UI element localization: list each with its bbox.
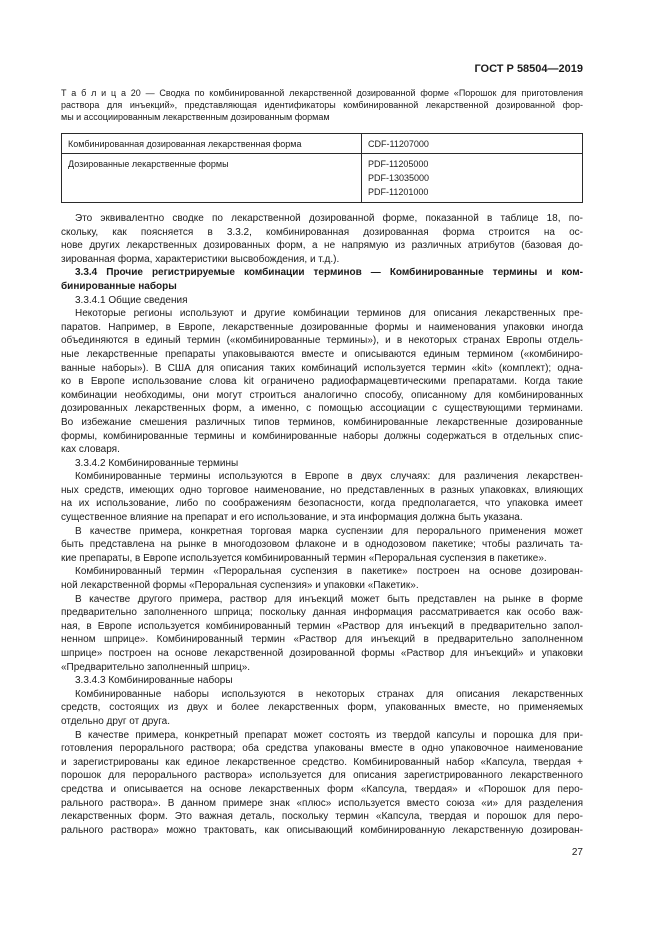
text-line: и зарегистрированы как единое лекарственное средство. Комбинированный набор «Капсула, твердая + [61, 756, 583, 768]
text-line: Некоторые регионы используют и другие комбинации терминов для описания лекарственных пре- [75, 308, 583, 320]
text-line: Во избежание смешения различных типов терминов, комбинированные лекарственные дозированные [61, 416, 583, 428]
text-line: лекарственных форм. Это важная деталь, поскольку термин «Капсула, твердая и порошок для перо- [61, 811, 583, 823]
text-line: порошок для перорального раствора» используется для описания зарегистрированного лекарственного [61, 770, 583, 782]
text-line: рального раствора». В данном примере знак «плюс» используется вместо союза «и» для разделения [61, 797, 583, 809]
document-id-header: ГОСТ Р 58504—2019 [474, 63, 583, 75]
identifier-value: PDF-11205000 [368, 159, 429, 169]
table-row [62, 154, 583, 203]
subsection-heading: 3.3.4.2 Комбинированные термины [75, 457, 239, 469]
table-cell-label: Комбинированная дозированная лекарственная форма [62, 134, 362, 154]
text-line: готовления перорального раствора; оба средства упакованы вместе в одно упаковочное наименование [61, 743, 583, 755]
paragraph [61, 729, 583, 838]
paragraph [61, 525, 583, 566]
paragraph [61, 470, 583, 524]
text-line: В качестве другого примера, раствор для инъекций может быть представлен на рынке в форме [75, 593, 583, 605]
identifier-value: PDF-13035000 [368, 173, 430, 183]
text-line: ненном шприце». Комбинированный термин «Раствор для инъекций в предварительно заполненном [61, 634, 583, 646]
text-line: бинированные наборы [61, 280, 177, 292]
text-line: ных средств, имеющих одно торговое наименование, но представленных в разных упаковках, влияющих [61, 484, 583, 496]
text-line: Комбинированные наборы используются в некоторых странах для описания лекарственных [75, 688, 583, 700]
text-line: отдельно друг от друга. [61, 715, 171, 727]
text-line: на их использование, либо по соображениям безопасности, когда предполагается, что упаковка имеет [61, 498, 583, 510]
text-line: кие препараты, в Европе используется комбинированный термин «Пероральная суспензия в пакетике». [61, 552, 547, 564]
table-row [62, 134, 583, 154]
text-line: ках словаря. [61, 444, 120, 456]
text-line: ной лекарственной формы «Пероральная суспензия» и упаковки «Пакетик». [61, 580, 419, 592]
page-number: 27 [571, 847, 583, 858]
text-line: 3.3.4 Прочие регистрируемые комбинации терминов — Комбинированные термины и ком- [75, 267, 583, 279]
paragraph [61, 593, 583, 675]
text-line: объединяются в единый термин («комбинированные термины»), и в некоторых странах Европы отдель- [61, 335, 583, 347]
text-line: ванные наборы»). В США для описания таких комбинаций используется термин «kit» (комплект); одна- [61, 362, 583, 374]
section-heading [61, 266, 583, 293]
text-line: рального раствора» можно трактовать, как описывающий комбинированную лекарственную дозирован- [61, 824, 583, 836]
subsection [61, 457, 583, 675]
text-line: предварительно заполненного шприца; поскольку данная информация рассматривается как особо важ- [61, 607, 583, 619]
text-line: нове других лекарственных дозированных форм, а не напрямую из различных атрибутов (базовая до- [61, 240, 583, 252]
paragraph [61, 565, 583, 592]
text-line: средств, состоящих из двух и более лекарственных форм, упакованных вместе, но применяемых [61, 702, 583, 714]
text-line: дозированных лекарственных форм, а именно, с помощью ассоциации с существующими терминами. [61, 403, 583, 415]
text-line: существенное влияние на препарат и его использование, и эта информация должна быть указана. [61, 512, 523, 524]
lead-text [61, 212, 583, 266]
text-line: быть представлена на рынке в многодозовом флаконе и в однодозовом пакетике; чтобы различать та- [61, 539, 583, 551]
subsection-heading: 3.3.4.3 Комбинированные наборы [75, 675, 233, 687]
caption-line: раствора для инъекций», представляющая идентификаторы комбинированной лекарственной дозированной фор- [61, 100, 583, 110]
text-line: В качестве примера, конкретный препарат может состоять из твердой капсулы и порошка для при- [75, 729, 583, 741]
text-line: «Предварительно заполненный шприц». [61, 661, 251, 673]
subsection-heading: 3.3.4.1 Общие сведения [75, 294, 188, 306]
text-line: паратов. Например, в Европе, лекарственные дозированные формы и наименования упаковки иногда [61, 321, 583, 333]
caption-line: Т а б л и ц а 20 — Сводка по комбинированной лекарственной дозированной форме «Порошок для приготовления [61, 88, 583, 98]
table-cell-value [362, 154, 583, 203]
table-cell-value [362, 134, 583, 154]
text-line: комбинации необходимы, они могут строиться аналогично способу, описанному для комбинированных [61, 389, 583, 401]
text-line: формы, комбинированные термины и комбинированные наборы должны содержаться в отдельных спис- [61, 430, 583, 442]
table-caption [61, 87, 583, 123]
text-line: В качестве примера, конкретная торговая марка суспензии для перорального применения может [75, 525, 583, 537]
paragraph [61, 688, 583, 729]
identifier-value: PDF-11201000 [368, 187, 429, 197]
text-line: Это эквивалентно сводке по лекарственной дозированной форме, показанной в таблице 18, по- [75, 213, 583, 224]
text-line: шприце» построен на основе лекарственной дозированной формы «Раствор для инъекций» и упаковки [61, 648, 583, 659]
subsection [61, 294, 583, 457]
summary-table [61, 133, 583, 203]
paragraph [61, 212, 583, 266]
caption-line: мы и ассоциированным лекарственным дозированным формам [61, 112, 330, 122]
table-cell-label: Дозированные лекарственные формы [62, 154, 362, 203]
text-line: Комбинированные термины используются в Европе в двух случаях: для различения лекарствен- [75, 471, 583, 483]
identifier-value: CDF-11207000 [368, 138, 429, 149]
text-line: зированная форма, характеристики высвобождения, и т.д.). [61, 253, 340, 265]
text-line: Комбинированный термин «Пероральная суспензия в пакетике» построен на основе дозирован- [75, 566, 583, 578]
text-line: ная, в Европе используется комбинированный термин «Раствор для инъекций в предварительно запол- [61, 620, 583, 632]
text-line: ные лекарственные препараты упаковываются вместе и описываются единым термином («комбиниро- [61, 348, 583, 360]
paragraph [61, 307, 583, 457]
text-line: средства и описывается на основе лекарственных форм «Капсула, твердая» и «Порошок для перо- [61, 783, 583, 795]
body-text [61, 212, 583, 837]
subsection [61, 674, 583, 837]
text-line: скольку, как поясняется в 3.3.2, комбинированная дозированная форма строится на ос- [61, 226, 583, 238]
text-line: ко в Европе использование слова kit ограничено радиофармацевтическими препаратами. Когда такие [61, 376, 583, 388]
